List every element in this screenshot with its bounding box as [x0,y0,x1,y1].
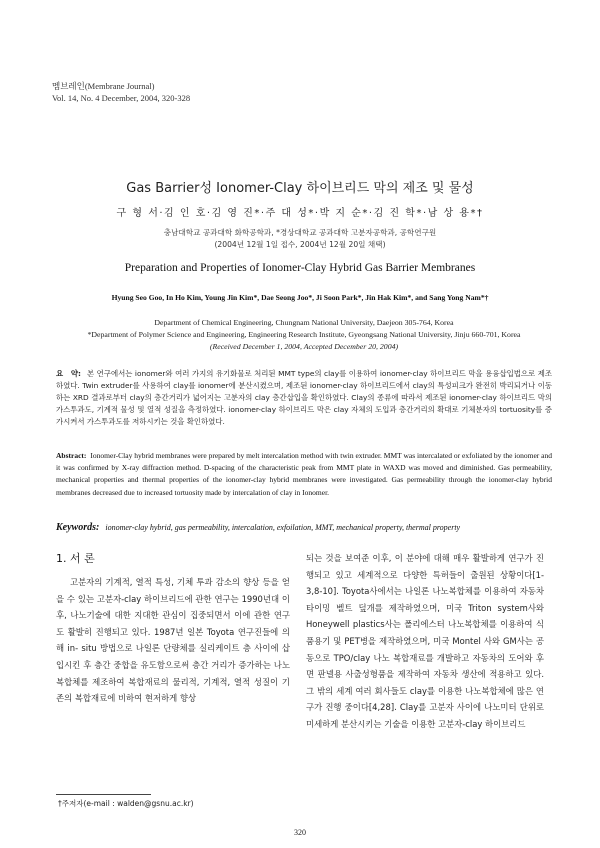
body-column-right: 되는 것을 보여준 이후, 이 분야에 대해 매우 활발하게 연구가 진행되고 있고 세계적으로 다양한 특허들이 출원된 상황이다[1-3,8-10]. Toyota사에서는 나일론 나노복합체를 이용하여 자동차 타이밍 벨트 덮개를 제작하였으며, 미국 Triton system사와 Honeywell plastics사는 폴리에스터 나노복합체를 이용하여 식품용기 및 PET병을 제작하였으며, 미국 Montel 사와 GM사는 공동으로 TPO/clay 나노 복합재료를 개발하고 자동차의 도어와 후면 판넬용 사출성형품을 제작하여 자동차 생산에 적용하고 있다. 그 밖의 세계 여러 회사들도 clay를 이용한 나노복합체에 많은 연구가 진행 중이다[4,28]. Clay를 고분자 사이에 나노미터 단위로 미세하게 분산시키는 기술을 이용한 고분자-clay 하이브리드 [306,553,544,729]
footnote-divider [56,794,151,795]
english-abstract-text: Ionomer-Clay hybrid membranes were prepared by melt intercalation method with twin extruder. MMT was intercalated or exfoliated by the ionomer and it was confirmed by X-ray diffraction method. D-spacing of the characteristic peak from MMT plate in WAXD was moved and diminished. Gas permeability, mechanical properties and thermal properties of the ionomer-clay hybrid membranes were investigated. Gas permeability through the ionomer-clay hybrid membranes decreased due to increased tortuosity made by intercalation of clay in Ionomer. [56,451,552,497]
korean-abstract [56,368,552,428]
english-abstract [56,450,552,499]
page-number: 320 [294,828,306,837]
body-column-left: 고분자의 기계적, 열적 특성, 기체 투과 감소의 향상 등을 얻을 수 있는 고분자-clay 하이브리드에 관한 연구는 1990년대 이후, 나노기술에 대한 지대한 관심이 집중되면서 이에 관한 연구도 활발히 진행되고 있다. 1987년 일본 Toyota 연구진들에 의해 in- situ 방법으로 나일론 단량체를 실리케이트 층 사이에 삽입시킨 후 층간 중합을 유도함으로써 층간 거리가 증가하는 나노복합체를 제조하여 복합재료의 물리적, 기계적, 열적 성질이 기존의 복합재료에 비하여 현저하게 향상 [56,577,290,704]
korean-affiliation-line: 충남대학교 공과대학 화학공학과, *경상대학교 공과대학 고분자공학과, 공학연구원 [163,228,437,237]
received-dates: (Received December 1, 2004, Accepted December 20, 2004) [209,342,399,351]
english-abstract-label: Abstract: [56,451,87,460]
affiliation-chungnam: Department of Chemical Engineering, Chungnam National University, Daejeon 305-764, Korea [154,318,454,327]
keywords [56,522,552,534]
english-affiliation [56,317,552,353]
korean-authors: 구 형 서·김 인 호·김 영 진*·주 대 성*·박 지 순*·김 진 학*·남 상 용*† [116,208,484,219]
journal-name: 멤브레인(Membrane Journal) [52,81,155,91]
affiliation-gyeongsang: *Department of Polymer Science and Engineering, Engineering Research Institute, Gyeongsang National University, Jinju 660-701, Korea [87,330,521,339]
english-title: Preparation and Properties of Ionomer-Clay Hybrid Gas Barrier Membranes [124,262,476,274]
korean-dates: (2004년 12월 1일 접수, 2004년 12월 20일 채택) [214,240,386,249]
keywords-label: Keywords: [56,522,100,533]
corresponding-author-footnote: †주저자(e-mail : walden@gsnu.ac.kr) [58,799,194,808]
korean-affiliation [0,227,600,251]
journal-volume: Vol. 14, No. 4 December, 2004, 320-328 [52,93,191,103]
journal-header [52,80,190,104]
keywords-text: ionomer-clay hybrid, gas permeability, intercalation, exfoilation, MMT, mechanical property, thermal property [105,523,461,532]
korean-abstract-label: 요 약: [56,369,81,378]
section-heading-introduction: 1. 서 론 [56,552,95,565]
english-authors: Hyung Seo Goo, In Ho Kim, Young Jin Kim*, Dae Seong Joo*, Ji Soon Park*, Jin Hak Kim*, and Sang Yong Nam*† [111,293,489,302]
korean-abstract-text: 본 연구에서는 ionomer와 여러 가지의 유기화물로 처리된 MMT type의 clay를 이용하여 ionomer-clay 하이브리드 막을 용융삽입법으로 제조하였다. Twin extruder를 사용하여 clay를 ionomer에 분산시켰으며, 제조된 ionomer-clay 하이브리드에서 clay의 특성피크가 완전히 박리되거나 이동하는 XRD 결과로부터 clay의 층간거리가 넓어지는 고분자의 clay 층간삽입을 확인하였다. Clay의 종류에 따라서 제조된 ionomer-clay 하이브리드 막의 가스투과도, 기계적 물성 및 열적 성질을 측정하였다. ionomer-clay 하이브리드 막은 clay 자체의 도입과 층간거리의 확대로 기체분자의 tortuosity를 증가시켜서 가스투과도를 저하시키는 것을 확인하였다. [56,369,552,426]
korean-title: Gas Barrier성 Ionomer-Clay 하이브리드 막의 제조 및 물성 [126,181,474,196]
